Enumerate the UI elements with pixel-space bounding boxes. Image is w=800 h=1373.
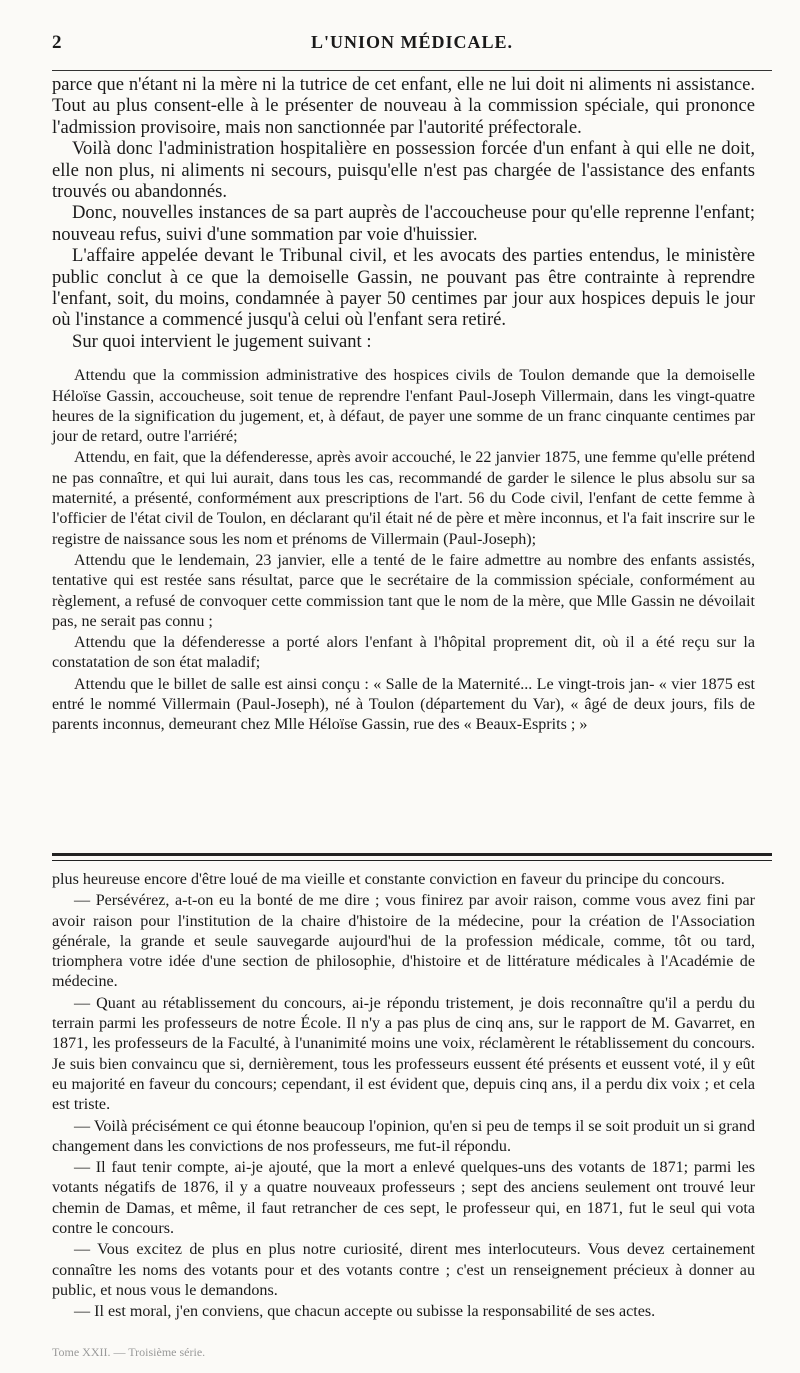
feuilleton-separator-thin — [52, 860, 772, 861]
page-footer: Tome XXII. — Troisième série. — [52, 1345, 206, 1359]
feuilleton-paragraph: plus heureuse encore d'être loué de ma vieille et constante conviction en faveur du principe du concours. — [52, 871, 725, 888]
judgment-paragraph: Attendu, en fait, que la défenderesse, après avoir accouché, le 22 janvier 1875, une femme qu'elle prétend ne pas connaître, et qui lui aurait, dans tous les cas, recommandé de garder le silence le plus absolu sur sa maternité, a présenté, conformément aux prescriptions de l'art. 56 du Code civil, l'enfant de cette femme à l'officier de l'état civil de Toulon, en déclarant qu'il était né de père et mère inconnus, et l'a fait inscrire sur le registre de naissance sous les nom et prénoms de Villermain (Paul-Joseph); — [52, 449, 755, 548]
header-rule — [52, 70, 772, 71]
judgment-paragraph: Attendu que le lendemain, 23 janvier, elle a tenté de le faire admettre au nombre des enfants assistés, tentative qui est restée sans résultat, parce que le secrétaire de la commission spéciale, conformément au règlement, a refusé de convoquer cette commission tant que le nom de la mère, que Mlle Gassin ne dévoilait pas, ne serait pas connu ; — [52, 551, 755, 630]
feuilleton-paragraph: — Il est moral, j'en conviens, que chacun accepte ou subisse la responsabilité de ses actes. — [74, 1303, 656, 1321]
feuilleton-text-block — [52, 870, 755, 1324]
feuilleton-paragraph: — Persévérez, a-t-on eu la bonté de me dire ; vous finirez par avoir raison, comme vous avez fini par avoir raison pour l'institution de la chaire d'histoire de la médecine, pour la création de l'Association générale, la grande et seule sauvegarde aujourd'hui de la profession médicale, comme, tôt ou tard, triomphera votre idée d'une section de philosophie, d'histoire et de littérature médicales à l'Académie de médecine. — [52, 892, 755, 991]
paragraph: L'affaire appelée devant le Tribunal civil, et les avocats des parties entendus, le ministère public conclut à ce que la demoiselle Gassin, ne pouvant pas être contrainte à reprendre l'enfant, soit, du moins, condamnée à payer 50 centimes par jour aux hospices depuis le jour où l'instance a commencé jusqu'à celui où l'enfant sera retiré. — [52, 245, 755, 331]
judgment-paragraph: Attendu que la commission administrative des hospices civils de Toulon demande que la demoiselle Héloïse Gassin, accoucheuse, soit tenue de reprendre l'enfant Paul-Joseph Villermain, dans les vingt-quatre heures de la signification du jugement, et, à défaut, de payer une somme de un franc cinquante centimes par jour de retard, outre l'arriéré; — [52, 367, 755, 446]
paragraph: Donc, nouvelles instances de sa part auprès de l'accoucheuse pour qu'elle reprenne l'enfant; nouveau refus, suivi d'une sommation par voie d'huissier. — [52, 202, 755, 245]
main-text-block — [52, 74, 755, 352]
running-title: L'UNION MÉDICALE. — [310, 32, 514, 52]
feuilleton-paragraph: — Il faut tenir compte, ai-je ajouté, que la mort a enlevé quelques-uns des votants de 1871; parmi les votants négatifs de 1876, il y a quatre nouveaux professeurs ; sept des anciens seulement ont trouvé leur chemin de Damas, et même, il faut retrancher de ces sept, le professeur qui, en 1871, fut le seul qui vota contre le concours. — [52, 1159, 755, 1238]
feuilleton-separator-thick — [52, 853, 772, 856]
paragraph: parce que n'étant ni la mère ni la tutrice de cet enfant, elle ne lui doit ni aliments ni assistance. Tout au plus consent-elle à le présenter de nouveau à la commission spéciale, qui prononce l'admission provisoire, mais non sanctionnée par l'autorité préfectorale. — [52, 74, 755, 138]
article-body — [52, 74, 755, 737]
paragraph: Sur quoi intervient le jugement suivant : — [72, 330, 372, 352]
paragraph: Voilà donc l'administration hospitalière en possession forcée d'un enfant à qui elle ne doit, elle non plus, ni aliments ni secours, puisqu'elle n'est pas chargée de l'assistance des enfants trouvés ou abandonnés. — [52, 138, 755, 203]
judgment-paragraph: Attendu que la défenderesse a porté alors l'enfant à l'hôpital proprement dit, où il a été reçu sur la constatation de son état maladif; — [52, 634, 755, 672]
page-number: 2 — [52, 32, 62, 53]
judgment-paragraph: Attendu que le billet de salle est ainsi conçu : « Salle de la Maternité... Le vingt-trois jan- « vier 1875 est entré le nommé Villermain (Paul-Joseph), né à Toulon (département du Var), « âgé de deux jours, fils de parents inconnus, demeurant chez Mlle Héloïse Gassin, rue des « Beaux-Esprits ; » — [52, 675, 755, 734]
judgment-text-block — [52, 366, 755, 735]
feuilleton-paragraph: — Vous excitez de plus en plus notre curiosité, dirent mes interlocuteurs. Vous devez certainement connaître les noms des votants pour et des votants contre ; c'est un renseignement précieux à donner au public, et nous vous le demandons. — [52, 1241, 755, 1299]
page-header — [52, 30, 772, 60]
feuilleton-paragraph: — Voilà précisément ce qui étonne beaucoup l'opinion, qu'en si peu de temps il se soit produit un si grand changement dans les convictions de nos professeurs, me fut-il répondu. — [52, 1117, 756, 1155]
feuilleton-paragraph: — Quant au rétablissement du concours, ai-je répondu tristement, je dois reconnaître qu'il a perdu du terrain parmi les professeurs de notre École. Il n'y a pas plus de cinq ans, sur le rapport de M. Gavarret, en 1871, les professeurs de la Faculté, à l'unanimité moins une voix, réclamèrent le rétablissement du concours. Je suis bien convaincu que si, dernièrement, tous les professeurs eussent été présents et eussent voté, il y eût eu majorité en faveur du concours; cependant, il est évident que, depuis cinq ans, il a perdu dix voix ; et cela est triste. — [52, 994, 755, 1114]
